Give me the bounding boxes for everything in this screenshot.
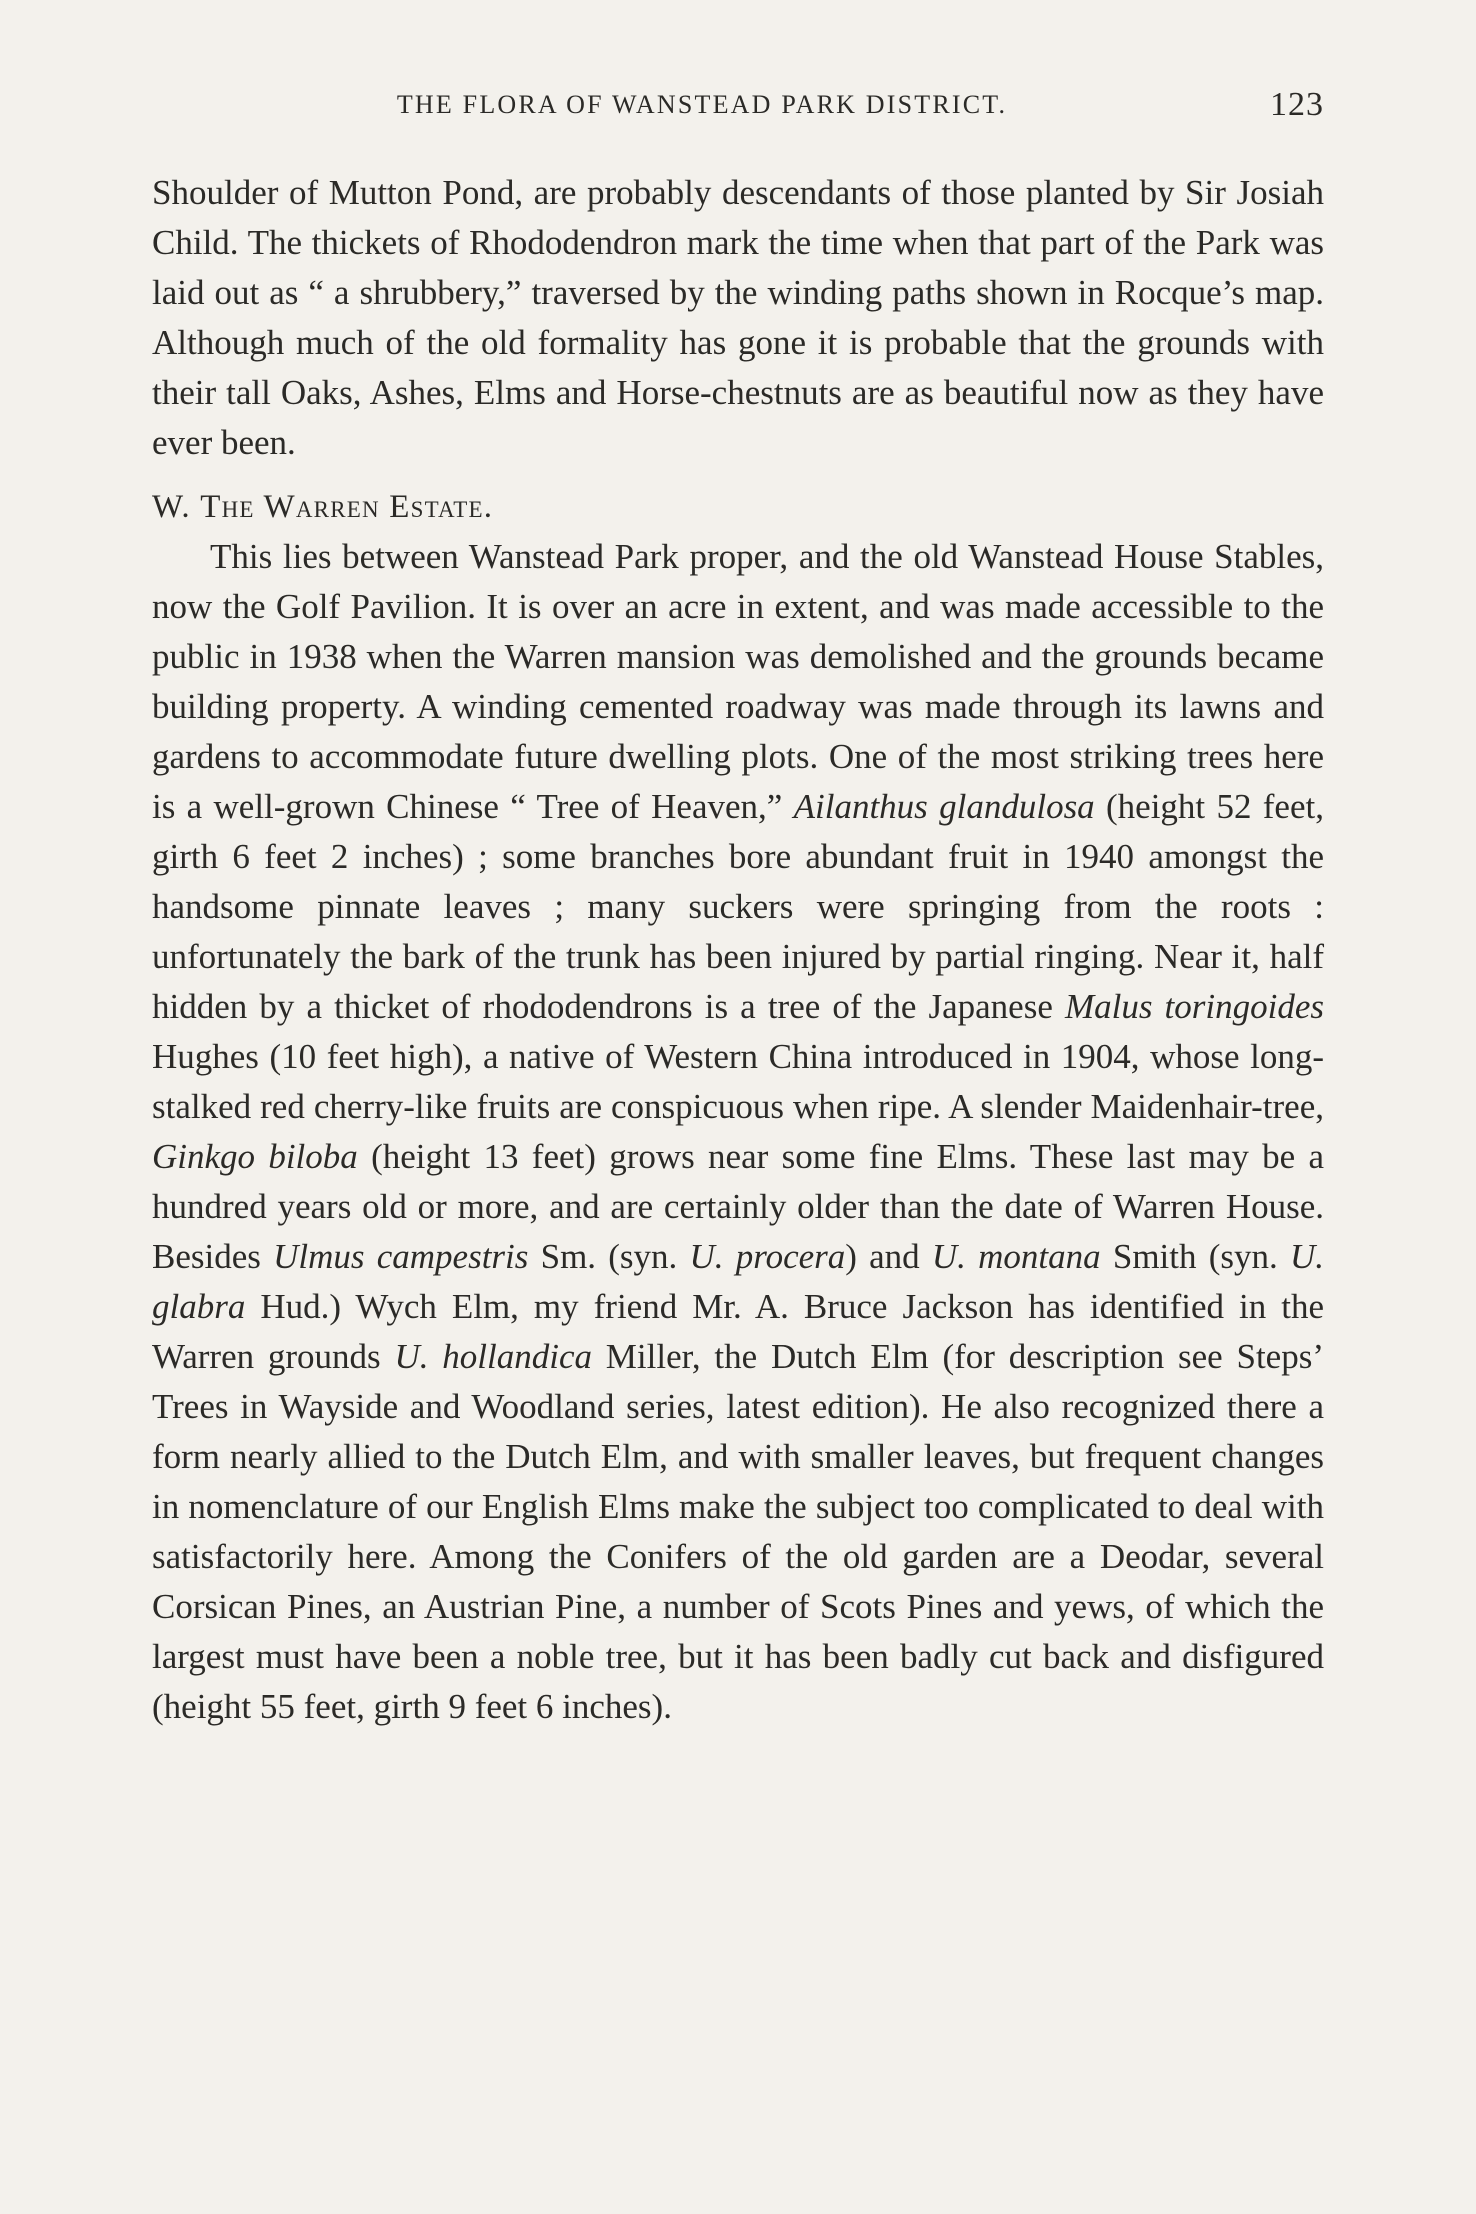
species-name: U. glabra (152, 1237, 1324, 1326)
species-name: Ulmus campestris (273, 1237, 529, 1276)
text-run: (height 13 feet) grows near some fine Elms. These last may be a hundred years old or more, and are certainly older than the date of Warren House. Besides (152, 1137, 1324, 1276)
species-name: U. hollandica (394, 1337, 593, 1376)
text-run: ) and (845, 1237, 932, 1276)
species-name: Malus toringoides (1064, 987, 1324, 1026)
section-title: The Warren Estate. (200, 489, 494, 525)
text-run: (height 52 feet, girth 6 feet 2 inches) ; some branches bore abundant fruit in 1940 amongst the handsome pinnate leaves ; many suckers were springing from the roots : unfortunately the bark of the trunk has been injured by partial ringing. Near it, half hidden by a thicket of rhododendrons is a tree of the Japanese (152, 787, 1324, 1026)
text-run: Smith (syn. (1100, 1237, 1290, 1276)
paragraph-continued: Shoulder of Mutton Pond, are probably descendants of those planted by Sir Josiah Child. The thickets of Rhododendron mark the time when that part of the Park was laid out as “ a shrubbery,” traversed by the winding paths shown in Rocque’s map. Although much of the old formality has gone it is probable that the grounds with their tall Oaks, Ashes, Elms and Horse-chestnuts are as beautiful now as they have ever been. (152, 173, 1324, 462)
species-name: U. montana (931, 1237, 1101, 1276)
section-heading (152, 482, 1324, 532)
page-number: 123 (1270, 86, 1324, 123)
species-name: Ginkgo biloba (152, 1137, 358, 1176)
species-name: Ailanthus glandulosa (793, 787, 1095, 826)
species-name: U. procera (689, 1237, 846, 1276)
running-head (152, 86, 1324, 126)
paragraph-warren-estate (152, 532, 1324, 1732)
text-run: Miller, the Dutch Elm (for description see Steps’ Trees in Wayside and Woodland series, latest edition). He also recognized there a form nearly allied to the Dutch Elm, and with smaller leaves, but frequent changes in nomenclature of our English Elms make the subject too complicated to deal with satisfactorily here. Among the Conifers of the old garden are a Deodar, several Corsican Pines, an Austrian Pine, a number of Scots Pines and yews, of which the largest must have been a noble tree, but it has been badly cut back and disfigured (height 55 feet, girth 9 feet 6 inches). (152, 1337, 1324, 1726)
text-run: Hud.) Wych Elm, my friend Mr. A. Bruce Jackson has identified in the Warren grounds (152, 1287, 1324, 1376)
body-text (152, 168, 1324, 1732)
section-letter: W. (152, 489, 191, 525)
running-title: THE FLORA OF WANSTEAD PARK DISTRICT. (396, 90, 1008, 119)
text-run: Hughes (10 feet high), a native of Western China introduced in 1904, whose long-stalked red cherry-like fruits are conspicuous when ripe. A slender Maidenhair-tree, (152, 1037, 1324, 1126)
text-run: Sm. (syn. (528, 1237, 690, 1276)
text-run: This lies between Wanstead Park proper, and the old Wanstead House Stables, now the Golf Pavilion. It is over an acre in extent, and was made accessible to the public in 1938 when the Warren mansion was demolished and the grounds became building property. A winding cemented roadway was made through its lawns and gardens to accommodate future dwelling plots. One of the most striking trees here is a well-grown Chinese “ Tree of Heaven,” (152, 537, 1324, 826)
